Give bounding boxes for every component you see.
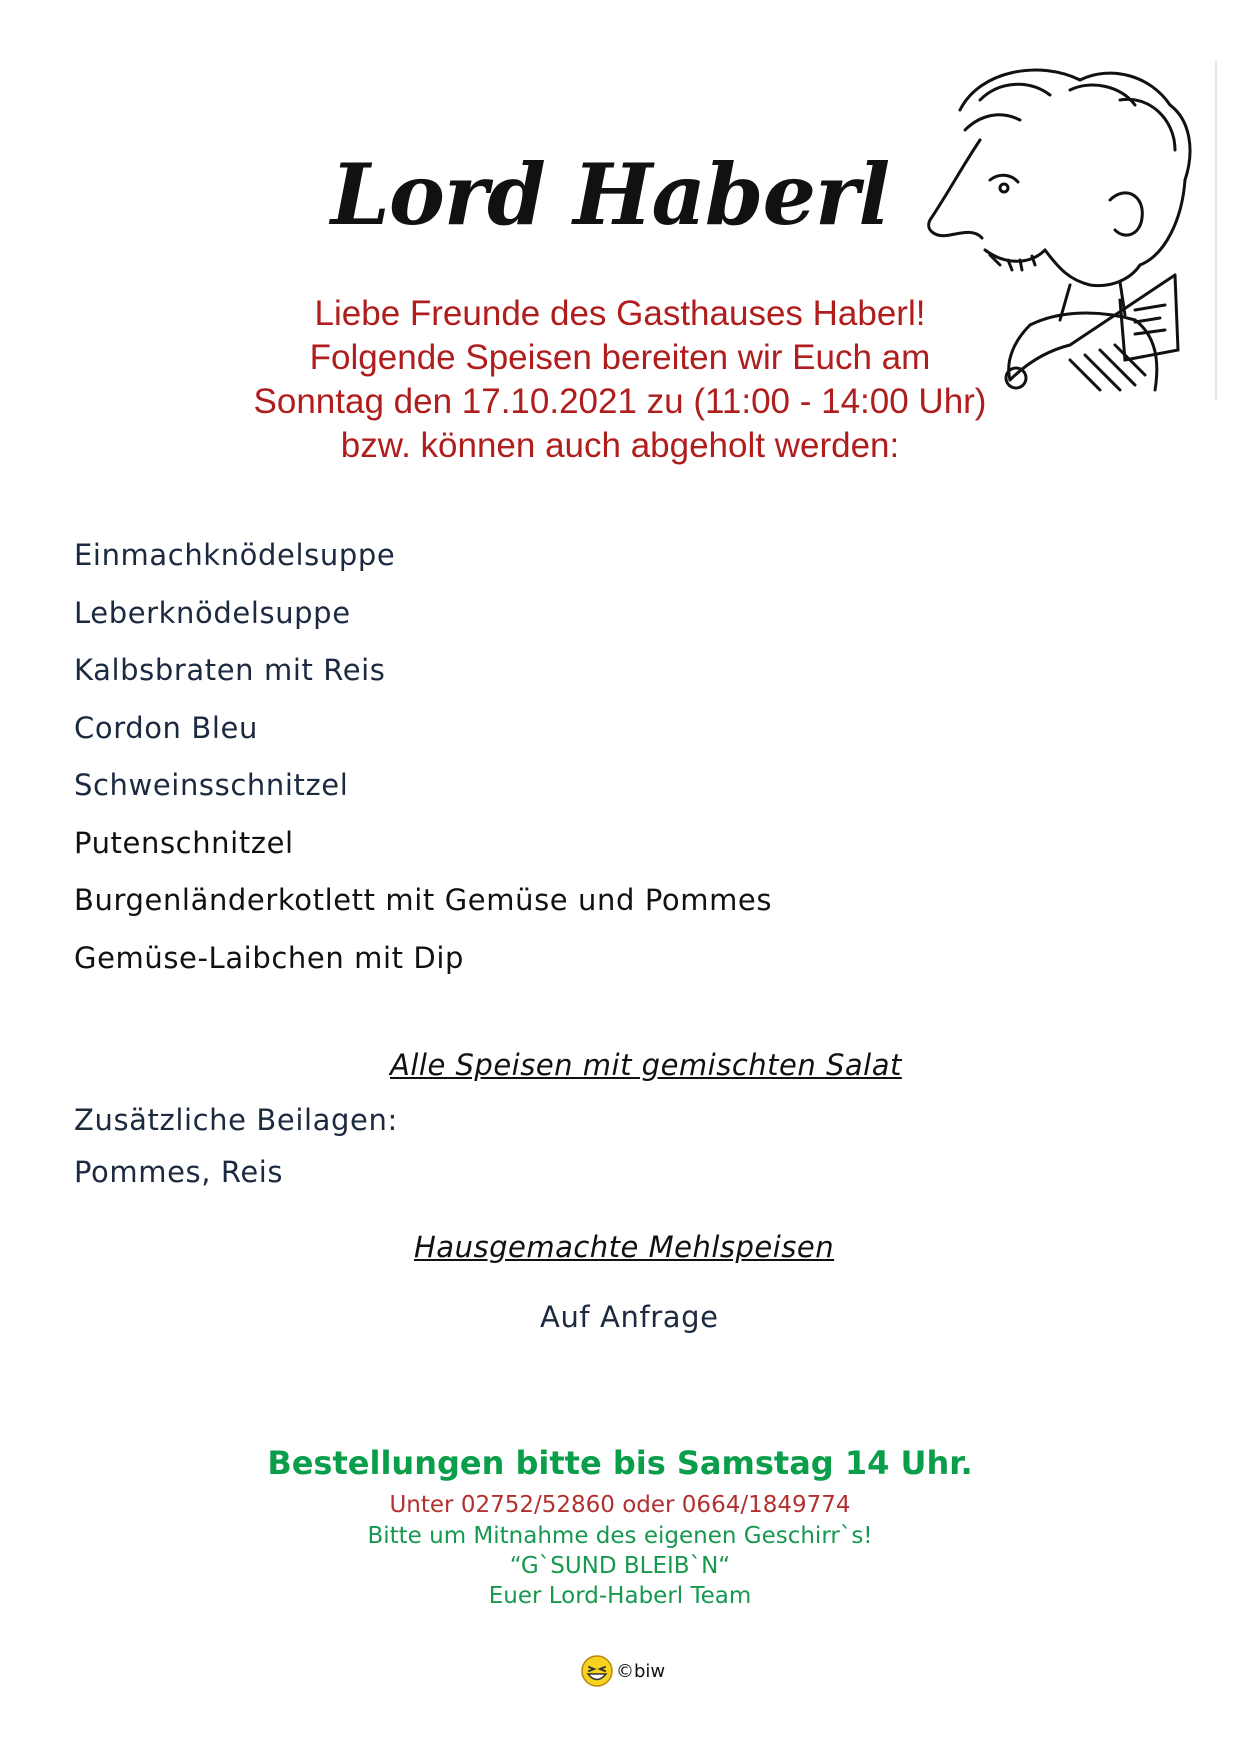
menu-item: Putenschnitzel: [74, 825, 294, 860]
order-deadline: Bestellungen bitte bis Samstag 14 Uhr.: [267, 1444, 973, 1482]
intro-line: Folgende Speisen bereiten wir Euch am: [309, 338, 931, 377]
desserts-value: Auf Anfrage: [540, 1300, 719, 1334]
salad-note: Alle Speisen mit gemischten Salat: [390, 1048, 902, 1082]
logo-title: Lord Haberl: [330, 145, 890, 244]
menu-item: Cordon Bleu: [74, 710, 258, 745]
menu-item: Burgenländerkotlett mit Gemüse und Pommes: [74, 883, 773, 917]
order-phone: Unter 02752/52860 oder 0664/1849774: [389, 1492, 851, 1518]
laughing-smiley-icon: [580, 1654, 614, 1688]
footer: [580, 1654, 665, 1688]
team-signature: Euer Lord-Haberl Team: [488, 1583, 752, 1609]
intro-line: bzw. können auch abgeholt werden:: [340, 426, 900, 465]
menu-list: [74, 535, 974, 995]
intro-line: Liebe Freunde des Gasthauses Haberl!: [314, 294, 926, 333]
copyright-text: ©biw: [616, 1660, 666, 1682]
menu-item: Einmachknödelsuppe: [74, 538, 396, 572]
desserts-note: Hausgemachte Mehlspeisen: [414, 1230, 835, 1264]
menu-item: Leberknödelsuppe: [74, 595, 351, 630]
menu-item: Kalbsbraten mit Reis: [74, 653, 386, 687]
sides-label: Zusätzliche Beilagen:: [74, 1103, 398, 1137]
intro-line: Sonntag den 17.10.2021 zu (11:00 - 14:00 Uhr): [253, 382, 987, 421]
sides-value: Pommes, Reis: [74, 1155, 284, 1189]
intro-text: [180, 292, 1060, 468]
menu-item: Schweinsschnitzel: [74, 768, 349, 802]
menu-item: Gemüse-Laibchen mit Dip: [74, 940, 465, 975]
greeting: “G`SUND BLEIB`N“: [509, 1553, 731, 1579]
dishes-note: Bitte um Mitnahme des eigenen Geschirr`s!: [367, 1523, 873, 1549]
